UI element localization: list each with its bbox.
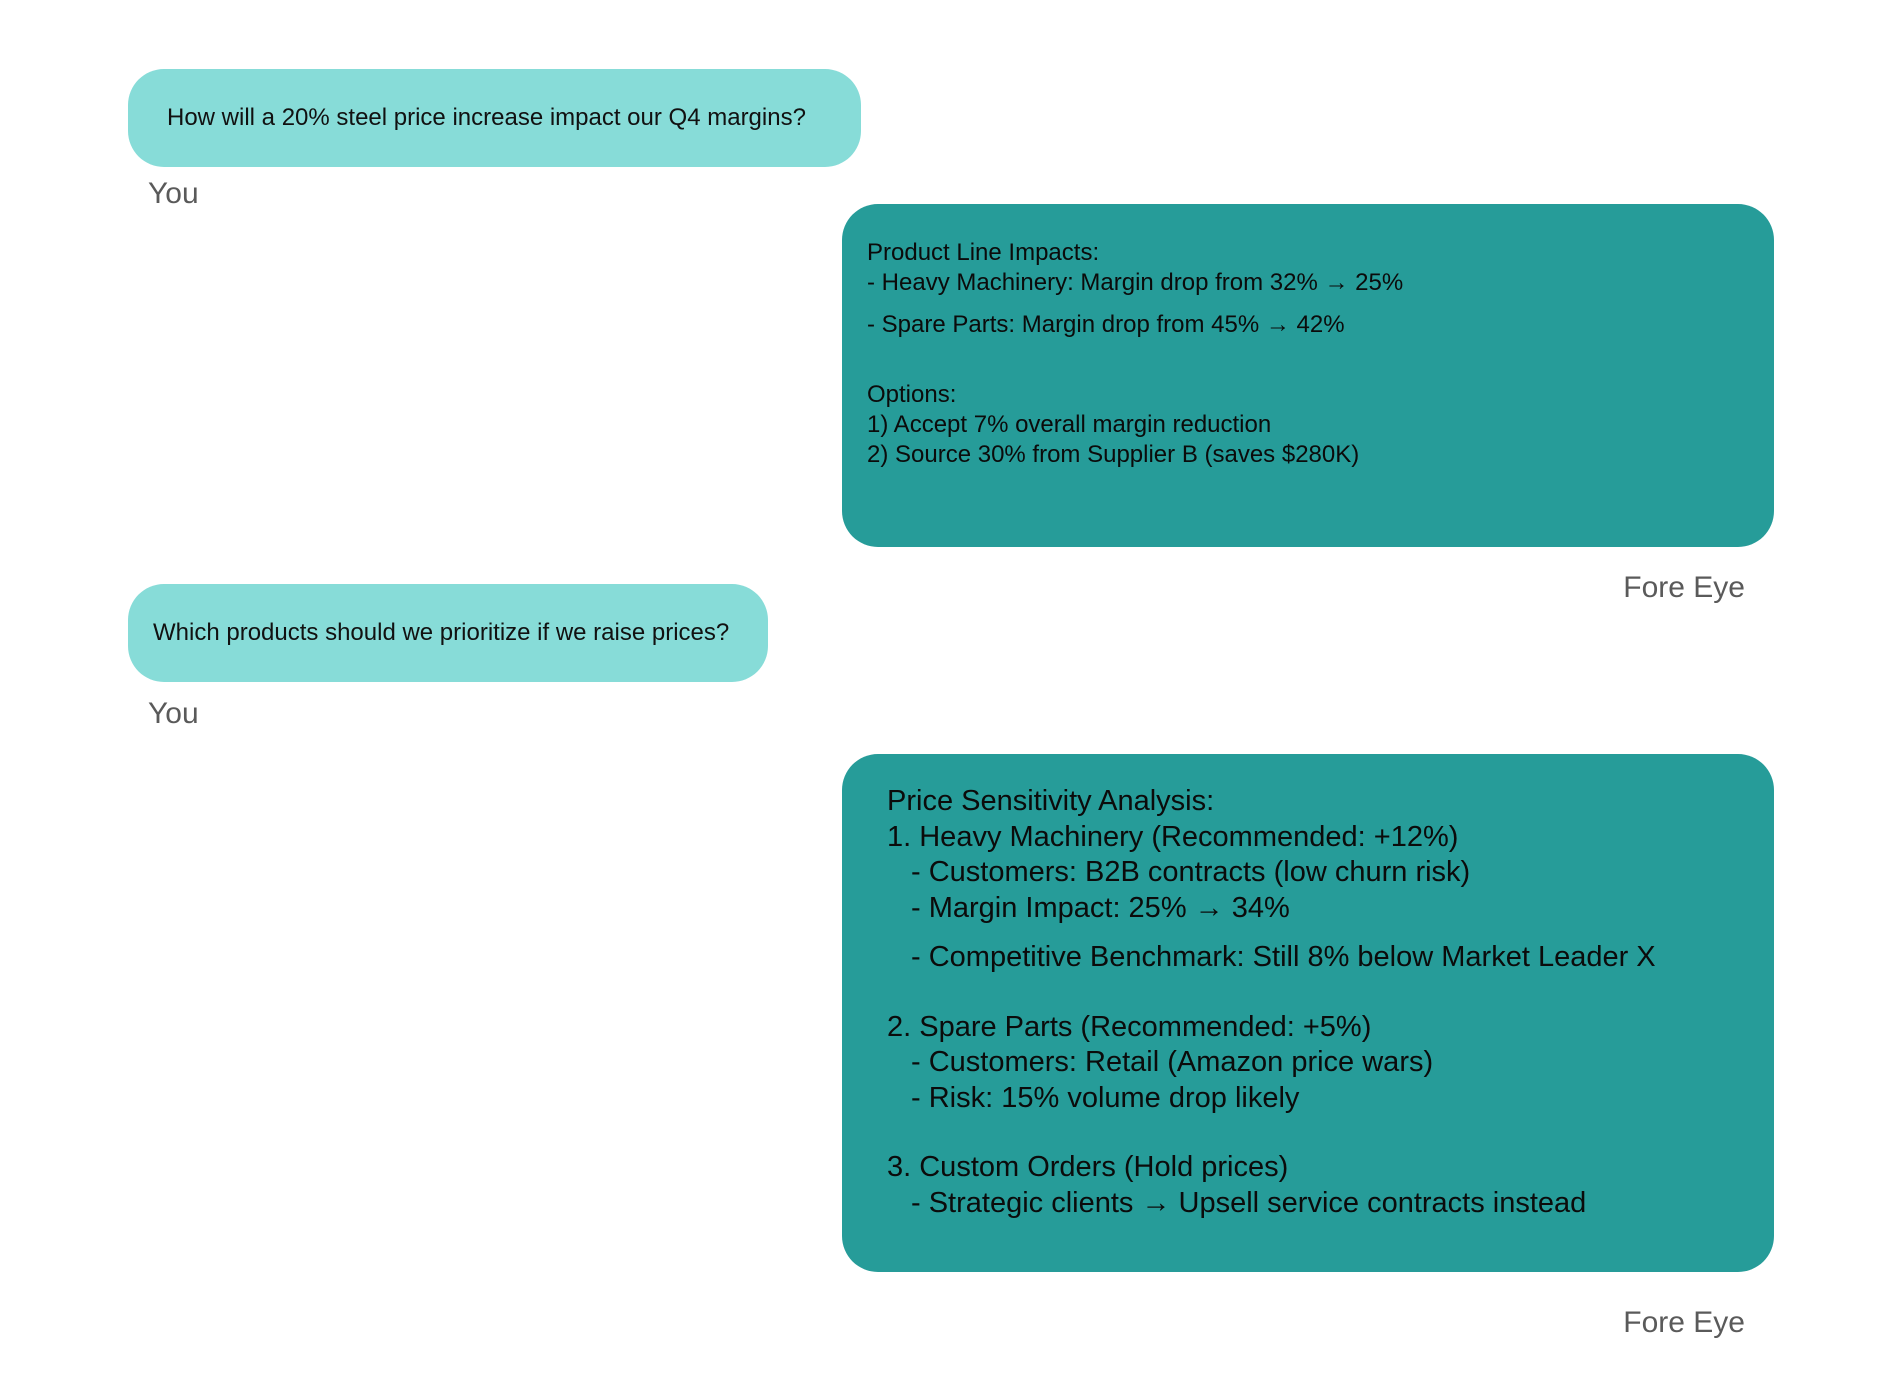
assistant-message-line: - Competitive Benchmark: Still 8% below Market Leader X	[911, 941, 1656, 973]
assistant-message-line: - Customers: B2B contracts (low churn risk)	[911, 856, 1471, 888]
assistant-message-line: - Customers: Retail (Amazon price wars)	[911, 1046, 1434, 1078]
user-message-text: Which products should we prioritize if we raise prices?	[153, 619, 730, 646]
assistant-message-line: 2) Source 30% from Supplier B (saves $280K)	[867, 441, 1360, 468]
assistant-message-bubble	[842, 204, 1774, 547]
assistant-message-line: 2. Spare Parts (Recommended: +5%)	[887, 1010, 1372, 1043]
assistant-message-line: 1. Heavy Machinery (Recommended: +12%)	[887, 820, 1459, 853]
sender-label-you: You	[148, 177, 199, 210]
assistant-message-bubble	[842, 754, 1774, 1272]
user-message-bubble	[128, 584, 768, 682]
assistant-message-line: - Risk: 15% volume drop likely	[911, 1081, 1300, 1114]
assistant-message-line: Price Sensitivity Analysis:	[887, 785, 1215, 817]
sender-label-you: You	[148, 697, 199, 730]
assistant-message-line: Product Line Impacts:	[867, 239, 1100, 266]
assistant-message-line: 3. Custom Orders (Hold prices)	[887, 1151, 1289, 1183]
user-message-text: How will a 20% steel price increase impact our Q4 margins?	[167, 104, 806, 131]
assistant-message-line: 1) Accept 7% overall margin reduction	[867, 411, 1272, 438]
assistant-message-line: - Margin Impact: 25% → 34%	[911, 891, 1290, 924]
assistant-message-line: - Strategic clients → Upsell service contracts instead	[911, 1186, 1587, 1219]
assistant-message-line: Options:	[867, 381, 957, 408]
user-message-bubble	[128, 69, 861, 167]
assistant-message-line: - Heavy Machinery: Margin drop from 32% → 25%	[867, 269, 1404, 296]
assistant-message-line: - Spare Parts: Margin drop from 45% → 42%	[867, 311, 1345, 338]
sender-label-fore-eye: Fore Eye	[1623, 1306, 1745, 1339]
sender-label-fore-eye: Fore Eye	[1623, 571, 1745, 604]
